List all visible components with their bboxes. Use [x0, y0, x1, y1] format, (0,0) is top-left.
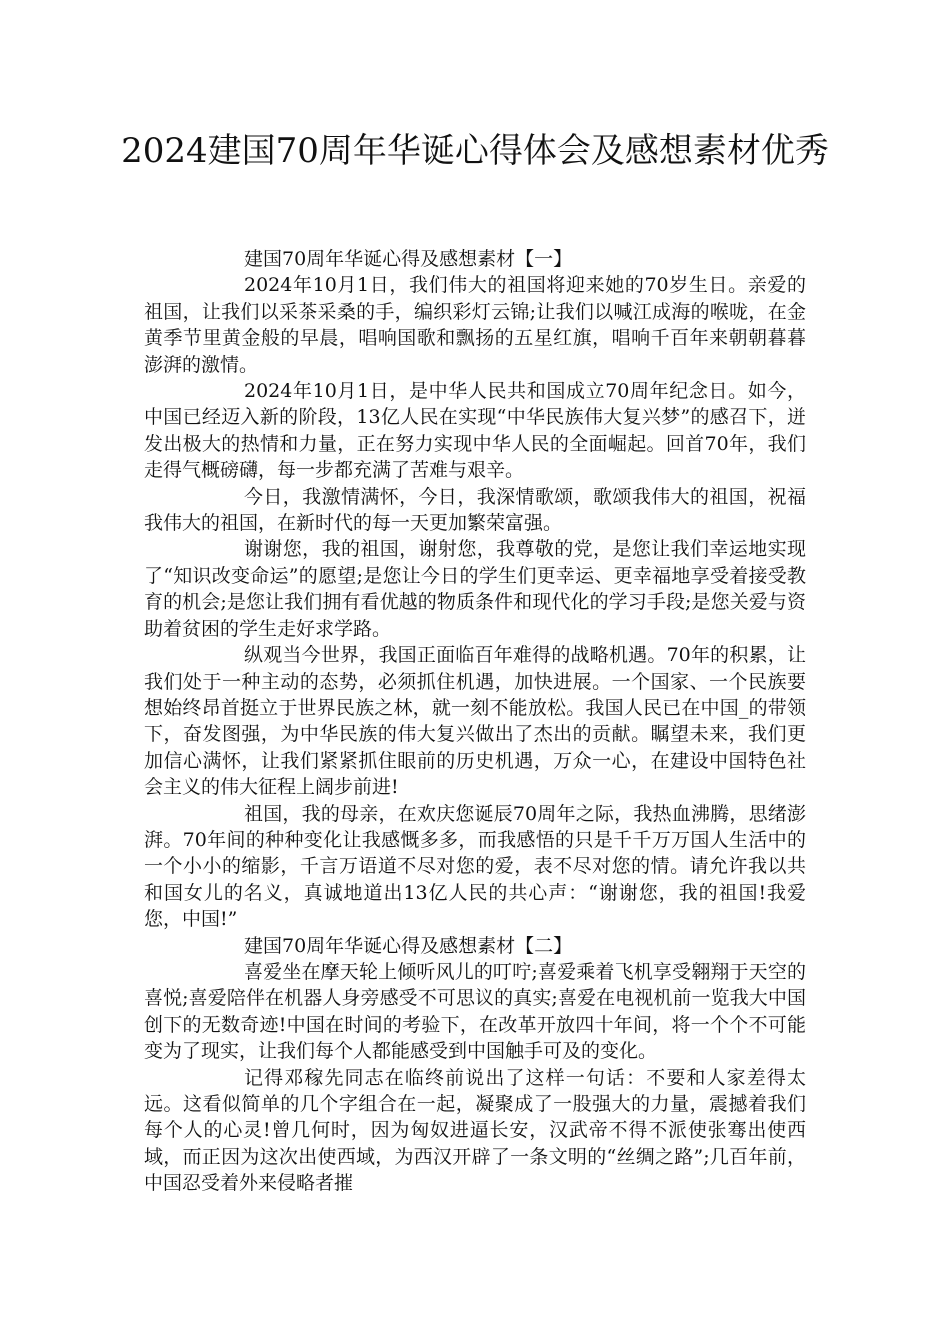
paragraph: 2024年10月1日，是中华人民共和国成立70周年纪念日。如今，中国已经迈入新的阶段，13亿人民在实现“中华民族伟大复兴梦”的感召下，迸发出极大的热情和力量，正在努力实现中华人民的全面崛起。回首70年，我们走得气概磅礴，每一步都充满了苦难与艰辛。 [144, 380, 806, 482]
paragraph: 记得邓稼先同志在临终前说出了这样一句话：不要和人家差得太远。这看似简单的几个字组合在一起，凝聚成了一股强大的力量，震撼着我们每个人的心灵!曾几何时，因为匈奴进逼长安，汉武帝不得不派使张骞出使西域，而正因为这次出使西域，为西汉开辟了一条文明的“丝绸之路”;几百年前，中国忍受着外来侵略者摧 [144, 1066, 806, 1195]
paragraph: 今日，我激情满怀，今日，我深情歌颂，歌颂我伟大的祖国，祝福我伟大的祖国，在新时代的每一天更加繁荣富强。 [144, 485, 806, 535]
paragraph: 谢谢您，我的祖国，谢射您，我尊敬的党，是您让我们幸运地实现了“知识改变命运”的愿望;是您让今日的学生们更幸运、更幸福地享受着接受教育的机会;是您让我们拥有看优越的物质条件和现代化的学习手段;是您关爱与资助着贫困的学生走好求学路。 [144, 538, 806, 640]
paragraph: 祖国，我的母亲，在欢庆您诞辰70周年之际，我热血沸腾，思绪澎湃。70年间的种种变化让我感慨多多，而我感悟的只是千千万万国人生活中的一个小小的缩影，千言万语道不尽对您的爱，表不尽对您的情。请允许我以共和国女儿的名义，真诚地道出13亿人民的共心声：“谢谢您，我的祖国!我爱您，中国!” [144, 802, 806, 931]
paragraph: 喜爱坐在摩天轮上倾听风儿的叮咛;喜爱乘着飞机享受翱翔于天空的喜悦;喜爱陪伴在机器人身旁感受不可思议的真实;喜爱在电视机前一览我大中国创下的无数奇迹!中国在时间的考验下，在改革开放四十年间，将一个个不可能变为了现实，让我们每个人都能感受到中国触手可及的变化。 [144, 960, 806, 1063]
section-heading: 建国70周年华诞心得及感想素材【一】 [244, 248, 573, 270]
document-body [144, 246, 806, 1197]
document-title: 2024建国70周年华诞心得体会及感想素材优秀 [121, 131, 829, 171]
paragraph: 纵观当今世界，我国正面临百年难得的战略机遇。70年的积累，让我们处于一种主动的态势，必须抓住机遇，加快进展。一个国家、一个民族要想始终昂首挺立于世界民族之林，就一刻不能放松。我国人民已在中国_的带领下，奋发图强，为中华民族的伟大复兴做出了杰出的贡献。瞩望未来，我们更加信心满怀，让我们紧紧抓住眼前的历史机遇，万众一心，在建设中国特色社会主义的伟大征程上阔步前进! [144, 644, 806, 799]
paragraph: 2024年10月1日，我们伟大的祖国将迎来她的70岁生日。亲爱的祖国，让我们以采茶采桑的手，编织彩灯云锦;让我们以喊江成海的喉咙，在金黄季节里黄金般的早晨，唱响国歌和飘扬的五星红旗，唱响千百年来朝朝暮暮澎湃的激情。 [144, 274, 806, 376]
section-heading: 建国70周年华诞心得及感想素材【二】 [244, 934, 573, 957]
